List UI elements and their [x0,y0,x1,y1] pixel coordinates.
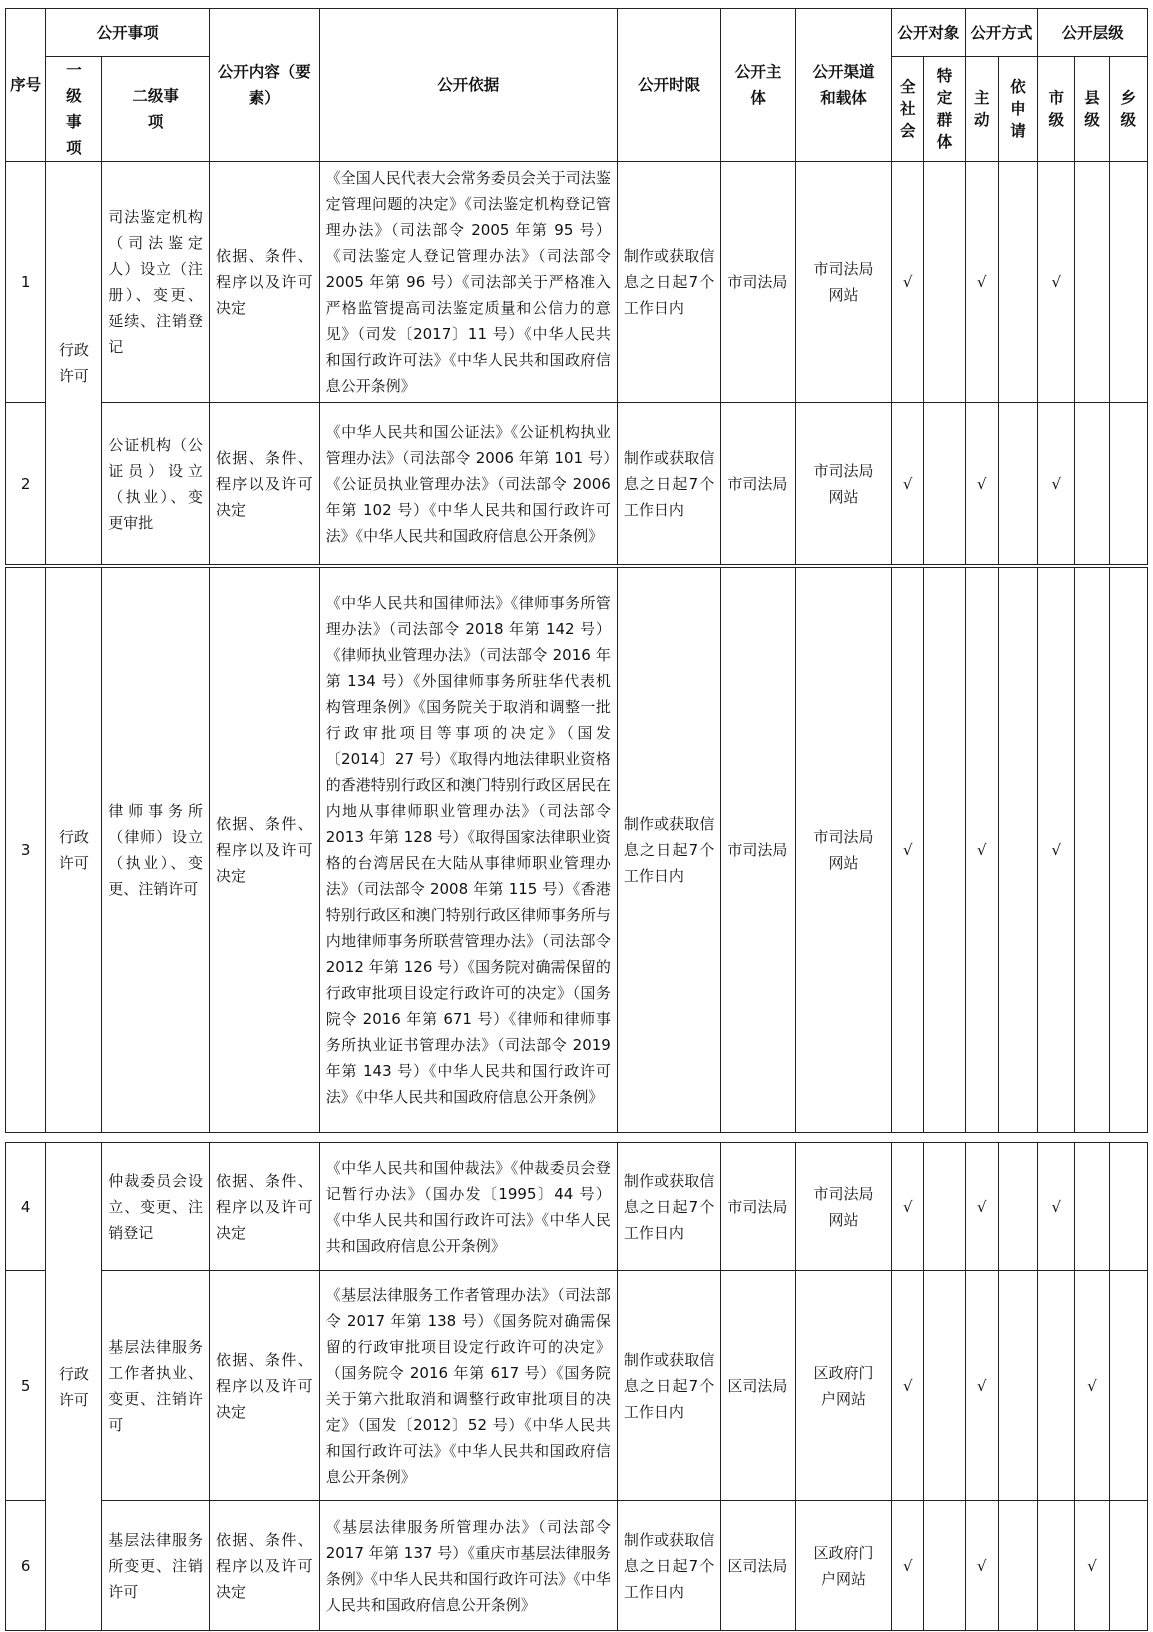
row-basis: 《中华人民共和国仲裁法》《仲裁委员会登记暂行办法》（国办发〔1995〕44 号）《中华人民共和国行政许可法》《中华人民共和国政府信息公开条例》 [319,1143,617,1271]
row-level-city: √ [1038,1143,1075,1271]
row-level-city [1038,1271,1075,1501]
header-level1: 一级事项 [46,57,102,162]
row-subject: 市司法局 [721,568,796,1133]
row-channel: 市司法局网站 [795,403,891,565]
row-content: 依据、条件、程序以及许可决定 [209,403,319,565]
row-content: 依据、条件、程序以及许可决定 [209,1501,319,1631]
row-level2: 基层法律服务所变更、注销许可 [102,1501,210,1631]
table-row [6,403,1148,565]
row-level2: 基层法律服务工作者执业、变更、注销许可 [102,1271,210,1501]
row-level1: 行政许可 [46,1143,102,1631]
row-method-active: √ [965,162,998,403]
row-channel: 区政府门户网站 [795,1271,891,1501]
row-method-active: √ [965,403,998,565]
row-target-specific [924,403,965,565]
row-level-town [1109,568,1147,1133]
header-subject: 公开主体 [721,9,796,162]
row-level-county [1075,403,1109,565]
row-subject: 市司法局 [721,403,796,565]
row-content: 依据、条件、程序以及许可决定 [209,568,319,1133]
row-method-active: √ [965,1143,998,1271]
row-level-city: √ [1038,162,1075,403]
header-method-group: 公开方式 [965,9,1037,57]
row-level1: 行政许可 [46,568,102,1133]
row-level-county: √ [1075,1501,1109,1631]
row-time-limit: 制作或获取信息之日起7个工作日内 [617,1501,721,1631]
row-target-all: √ [892,403,924,565]
row-level-county [1075,162,1109,403]
row-method-request [998,1501,1037,1631]
row-time-limit: 制作或获取信息之日起7个工作日内 [617,162,721,403]
header-items-group: 公开事项 [46,9,210,57]
row-level-town [1109,162,1147,403]
header-target-all: 全社会 [892,57,924,162]
row-level-town [1109,1271,1147,1501]
row-level-city: √ [1038,403,1075,565]
row-level1: 行政许可 [46,162,102,565]
row-subject: 市司法局 [721,162,796,403]
header-level2: 二级事项 [102,57,210,162]
table-row [6,1271,1148,1501]
row-content: 依据、条件、程序以及许可决定 [209,1271,319,1501]
row-time-limit: 制作或获取信息之日起7个工作日内 [617,403,721,565]
row-level2: 公证机构（公证员）设立（执业）、变更审批 [102,403,210,565]
row-level-county [1075,568,1109,1133]
row-time-limit: 制作或获取信息之日起7个工作日内 [617,568,721,1133]
row-channel: 市司法局网站 [795,568,891,1133]
row-target-all: √ [892,1501,924,1631]
row-seq: 4 [6,1143,46,1271]
header-basis: 公开依据 [319,9,617,162]
header-content: 公开内容（要素） [209,9,319,162]
row-target-specific [924,1271,965,1501]
row-channel: 市司法局网站 [795,1143,891,1271]
row-channel: 区政府门户网站 [795,1501,891,1631]
row-level-town [1109,403,1147,565]
row-channel: 市司法局网站 [795,162,891,403]
row-target-all: √ [892,1271,924,1501]
header-target-group: 公开对象 [892,9,966,57]
row-seq: 3 [6,568,46,1133]
header-level-county: 县级 [1075,57,1109,162]
row-target-all: √ [892,162,924,403]
row-time-limit: 制作或获取信息之日起7个工作日内 [617,1143,721,1271]
row-subject: 区司法局 [721,1501,796,1631]
row-method-request [998,403,1037,565]
row-seq: 6 [6,1501,46,1631]
table-row [6,568,1148,1133]
row-seq: 2 [6,403,46,565]
table-row [6,1501,1148,1631]
row-target-all: √ [892,1143,924,1271]
header-seq: 序号 [6,9,46,162]
row-target-specific [924,1143,965,1271]
row-basis: 《基层法律服务工作者管理办法》（司法部令 2017 年第 138 号）《国务院对确需保留的行政审批项目设定行政许可的决定》（国务院令 2016 年第 617 号）《国务院关于第六批取消和调整行政审批项目的决定》（国发〔2012〕52 号）《中华人民共和国行政许可法》《中华人民共和国政府信息公开条例》 [319,1271,617,1501]
table-row [6,1143,1148,1271]
row-level-town [1109,1501,1147,1631]
header-level-town: 乡级 [1109,57,1147,162]
row-subject: 市司法局 [721,1143,796,1271]
table-row [6,162,1148,403]
header-method-request: 依申请 [998,57,1037,162]
header-target-specific: 特定群体 [924,57,965,162]
row-level2: 司法鉴定机构（司法鉴定人）设立（注册）、变更、延续、注销登记 [102,162,210,403]
row-basis: 《中华人民共和国公证法》《公证机构执业管理办法》（司法部令 2006 年第 101 号）《公证员执业管理办法》（司法部令 2006 年第 102 号）《中华人民共和国行政许可法》《中华人民共和国政府信息公开条例》 [319,403,617,565]
row-level2: 仲裁委员会设立、变更、注销登记 [102,1143,210,1271]
disclosure-table-part-2 [5,567,1148,1133]
row-basis: 《基层法律服务所管理办法》（司法部令 2017 年第 137 号）《重庆市基层法律服务条例》《中华人民共和国行政许可法》《中华人民共和国政府信息公开条例》 [319,1501,617,1631]
row-level-county [1075,1143,1109,1271]
header-level-city: 市级 [1038,57,1075,162]
row-subject: 区司法局 [721,1271,796,1501]
row-level-town [1109,1143,1147,1271]
row-level2: 律师事务所（律师）设立（执业）、变更、注销许可 [102,568,210,1133]
row-basis: 《中华人民共和国律师法》《律师事务所管理办法》（司法部令 2018 年第 142 号）《律师执业管理办法》（司法部令 2016 年第 134 号）《外国律师事务所驻华代表机构管理条例》《国务院关于取消和调整一批行政审批项目等事项的决定》（国发〔2014〕27 号）《取得内地法律职业资格的香港特别行政区和澳门特别行政区居民在内地从事律师职业管理办法》（司法部令 2013 年第 128 号）《取得国家法律职业资格的台湾居民在大陆从事律师职业管理办法》（司法部令 2008 年第 115 号）《香港特别行政区和澳门特别行政区律师事务所与内地律师事务所联营管理办法》（司法部令 2012 年第 126 号）《国务院对确需保留的行政审批项目设定行政许可的决定》（国务院令 2016 年第 671 号）《律师和律师事务所执业证书管理办法》（司法部令 2019 年第 143 号）《中华人民共和国行政许可法》《中华人民共和国政府信息公开条例》 [319,568,617,1133]
row-target-specific [924,568,965,1133]
row-level-city: √ [1038,568,1075,1133]
row-method-request [998,1143,1037,1271]
row-target-specific [924,162,965,403]
row-time-limit: 制作或获取信息之日起7个工作日内 [617,1271,721,1501]
row-target-all: √ [892,568,924,1133]
disclosure-table-part-1 [5,8,1148,565]
row-method-request [998,568,1037,1133]
row-method-active: √ [965,1501,998,1631]
header-time-limit: 公开时限 [617,9,721,162]
row-level-county: √ [1075,1271,1109,1501]
row-method-request [998,162,1037,403]
row-level-city [1038,1501,1075,1631]
row-basis: 《全国人民代表大会常务委员会关于司法鉴定管理问题的决定》《司法鉴定机构登记管理办法》（司法部令 2005 年第 95 号）《司法鉴定人登记管理办法》（司法部令 2005 年第 96 号）《司法部关于严格准入严格监管提高司法鉴定质量和公信力的意见》（司发〔2017〕11 号）《中华人民共和国行政许可法》《中华人民共和国政府信息公开条例》 [319,162,617,403]
header-channel: 公开渠道和载体 [795,9,891,162]
row-seq: 1 [6,162,46,403]
header-level-group: 公开层级 [1038,9,1148,57]
row-content: 依据、条件、程序以及许可决定 [209,1143,319,1271]
row-method-active: √ [965,1271,998,1501]
row-method-request [998,1271,1037,1501]
row-content: 依据、条件、程序以及许可决定 [209,162,319,403]
disclosure-table-part-3 [5,1142,1148,1631]
row-seq: 5 [6,1271,46,1501]
row-method-active: √ [965,568,998,1133]
header-method-active: 主动 [965,57,998,162]
row-target-specific [924,1501,965,1631]
